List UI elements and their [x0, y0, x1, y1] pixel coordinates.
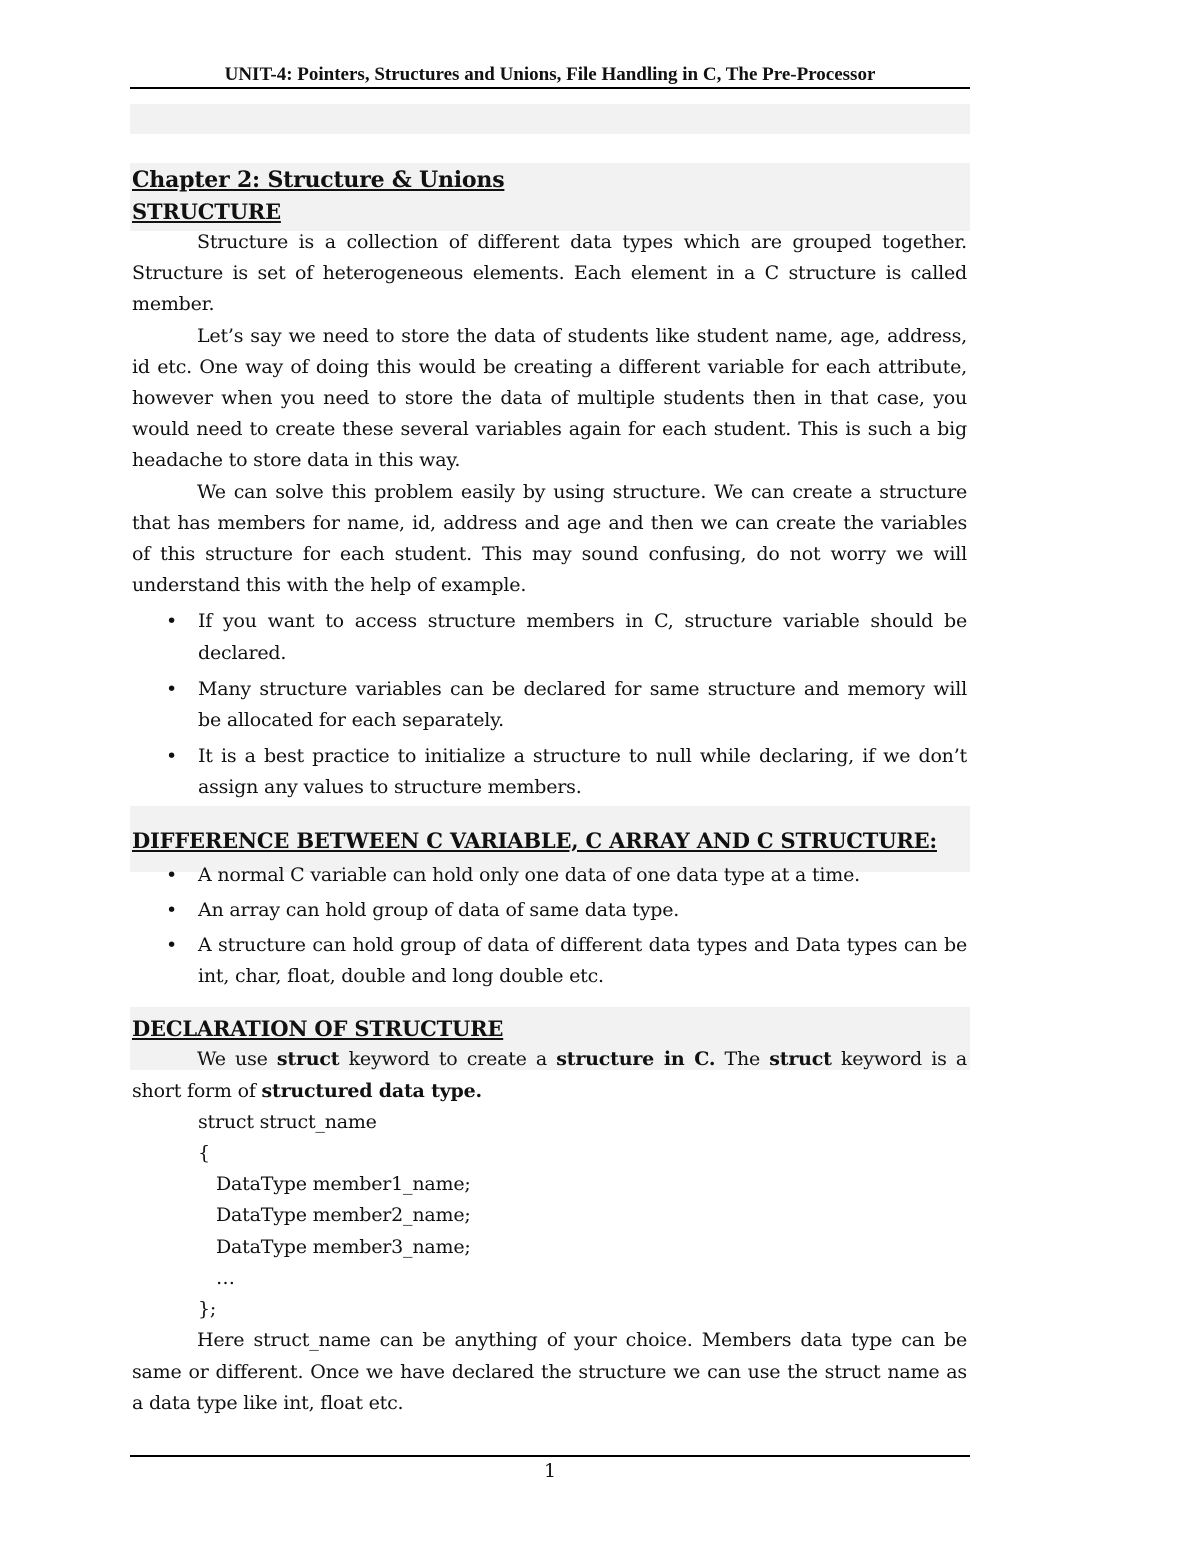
- shaded-band: [130, 104, 970, 134]
- bullet-icon: •: [166, 898, 178, 921]
- paragraph: Here struct_name can be anything of your choice. Members data type can be same or different. Once we have declared the structure we can use the struct name as a data type like int, float etc.: [132, 1329, 967, 1414]
- list-item: [132, 674, 967, 736]
- list-item: [132, 895, 967, 926]
- list-item-text: An array can hold group of data of same data type.: [198, 898, 680, 921]
- code-line: DataType member1_name;: [216, 1173, 471, 1196]
- difference-bullet-list: [132, 860, 967, 993]
- list-item: [132, 606, 967, 668]
- list-item-text: A normal C variable can hold only one data of one data type at a time.: [198, 863, 860, 886]
- paragraph: We use struct keyword to create a structure in C. The struct keyword is a short form of structured data type.: [132, 1048, 967, 1102]
- header-rule: [130, 87, 970, 89]
- bullet-icon: •: [166, 863, 178, 886]
- document-body: [132, 163, 967, 1419]
- list-item: [132, 930, 967, 992]
- list-item-text: If you want to access structure members in C, structure variable should be declared.: [198, 610, 967, 664]
- list-item-text: Many structure variables can be declared for same structure and memory will be allocated for each separately.: [198, 677, 967, 732]
- code-line: };: [198, 1298, 217, 1321]
- list-item-text: A structure can hold group of data of different data types and Data types can be int, char, float, double and long double etc.: [198, 934, 967, 988]
- structure-bullet-list: [132, 606, 967, 803]
- paragraph: Let’s say we need to store the data of students like student name, age, address, id etc. One way of doing this would be creating a different variable for each attribute, however when you need to store the data of multiple students then in that case, you would need to create these several variables again for each student. This is such a big headache to store data in this way.: [132, 324, 967, 472]
- bullet-icon: •: [166, 610, 178, 633]
- page-number: 1: [543, 1460, 557, 1482]
- code-block: [198, 1107, 967, 1325]
- list-item: [132, 860, 967, 891]
- list-item: [132, 741, 967, 803]
- footer-rule: [130, 1455, 970, 1457]
- page-header-title: UNIT-4: Pointers, Structures and Unions, File Handling in C, The Pre-Processor: [224, 64, 876, 85]
- code-line: DataType member3_name;: [216, 1235, 471, 1258]
- section-heading-structure: STRUCTURE: [132, 199, 281, 224]
- paragraph: Structure is a collection of different data types which are grouped together. Structure is set of heterogeneous elements. Each element in a C structure is called member.: [132, 231, 967, 316]
- bullet-icon: •: [166, 677, 178, 700]
- code-line: struct struct_name: [198, 1110, 377, 1133]
- list-item-text: It is a best practice to initialize a structure to null while declaring, if we don’t assign any values to structure members.: [198, 745, 967, 799]
- code-line: DataType member2_name;: [216, 1204, 471, 1227]
- chapter-title: Chapter 2: Structure & Unions: [132, 167, 505, 193]
- section-heading-difference: DIFFERENCE BETWEEN C VARIABLE, C ARRAY AND C STRUCTURE:: [132, 827, 937, 853]
- code-line: …: [216, 1266, 235, 1289]
- bullet-icon: •: [166, 934, 178, 957]
- bullet-icon: •: [166, 745, 178, 768]
- paragraph: We can solve this problem easily by using structure. We can create a structure that has members for name, id, address and age and then we can create the variables of this structure for each student. This may sound confusing, do not worry we will understand this with the help of example.: [132, 480, 967, 597]
- code-line: {: [198, 1142, 210, 1165]
- section-heading-declaration: DECLARATION OF STRUCTURE: [132, 1016, 504, 1042]
